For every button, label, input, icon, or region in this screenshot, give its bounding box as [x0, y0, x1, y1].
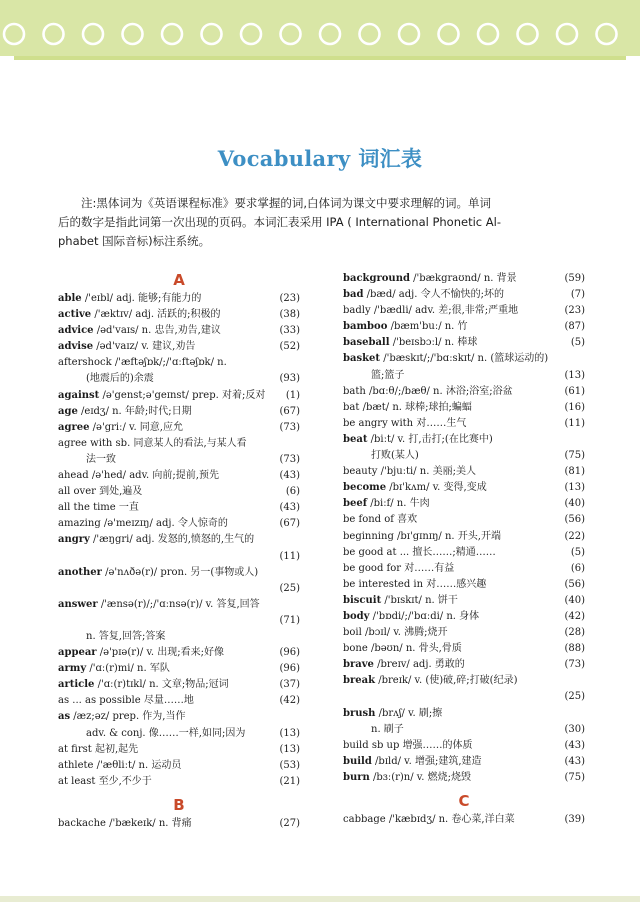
- entry-definition: /'æθliːt/ n. 运动员: [96, 759, 182, 771]
- entry-word: boil: [343, 627, 362, 639]
- entry-definition: /ə'pɪə(r)/ v. 出现;看来;好像: [99, 647, 225, 659]
- entry-page-number: (43): [564, 755, 585, 767]
- vocab-entry: [58, 291, 300, 307]
- vocab-entry: [58, 532, 300, 564]
- entry-continuation: 篮;篮子: [371, 369, 405, 381]
- entry-word: break: [343, 675, 376, 687]
- entry-page-number: (96): [279, 647, 300, 659]
- vocab-entry: [343, 770, 585, 786]
- entry-word: biscuit: [343, 594, 382, 606]
- entry-page-number: (52): [279, 341, 300, 353]
- entry-page-number: (59): [564, 273, 585, 284]
- entry-continuation: n. 刷子: [371, 723, 404, 735]
- entry-page-number: (6): [570, 562, 585, 574]
- entry-definition: /ə'meɪzɪŋ/ adj. 令人惊奇的: [103, 518, 228, 530]
- vocab-entry: [58, 742, 300, 758]
- entry-word: be good at: [343, 546, 397, 558]
- entry-definition: /biːf/ n. 牛肉: [370, 498, 430, 510]
- vocab-entry: [343, 416, 585, 432]
- entry-page-number: (25): [564, 691, 585, 703]
- entry-page-number: (75): [564, 450, 585, 462]
- entry-page-number: (53): [279, 759, 300, 771]
- entry-word: able: [58, 293, 82, 304]
- entry-definition: /ə'hed/ adv. 向前;提前,预先: [91, 470, 219, 482]
- entry-word: active: [58, 309, 92, 321]
- vocab-entry: [343, 512, 585, 528]
- entry-word: bath: [343, 385, 366, 397]
- vocab-entry: [343, 351, 585, 383]
- ring-icon: [83, 24, 103, 44]
- entry-word: bamboo: [343, 321, 388, 333]
- entry-definition: /bɪ'gɪnɪŋ/ n. 开头,开端: [397, 530, 501, 542]
- entry-page-number: (5): [570, 546, 585, 558]
- entry-word: beginning: [343, 530, 394, 542]
- entry-page-number: (21): [279, 775, 300, 787]
- ring-icon: [439, 24, 459, 44]
- vocab-entry: [343, 673, 585, 705]
- entry-word: all the time: [58, 502, 116, 514]
- title-chinese: 词汇表: [358, 147, 423, 171]
- entry-page-number: (81): [564, 466, 585, 478]
- entry-definition: /əd'vaɪz/ v. 建议,劝告: [96, 341, 196, 353]
- entry-definition: /bɔɪl/ v. 沸腾;烧开: [365, 627, 448, 639]
- ring-icon: [241, 24, 261, 44]
- vocab-entry: [58, 709, 300, 741]
- entry-word: badly: [343, 305, 371, 317]
- entry-word: burn: [343, 771, 370, 783]
- entry-page-number: (67): [279, 405, 300, 417]
- vocab-entry: [58, 484, 300, 500]
- entry-word: background: [343, 273, 410, 284]
- entry-definition: /'bæskɪt/;/'bɑːskɪt/ n. (篮球运动的): [383, 353, 549, 365]
- entry-page-number: (75): [564, 771, 585, 783]
- entry-page-number: (73): [564, 659, 585, 671]
- vocab-entry: [343, 335, 585, 351]
- entry-word: at first: [58, 743, 92, 755]
- bottom-band: [0, 896, 640, 902]
- entry-definition: /ə'nʌðə(r)/ pron. 另一(事物或人): [105, 566, 259, 578]
- right-column: [343, 271, 585, 828]
- vocab-entry: [58, 565, 300, 597]
- entry-word: against: [58, 389, 100, 401]
- ring-icon: [44, 24, 64, 44]
- vocab-entry: [343, 812, 585, 828]
- vocab-entry: [343, 529, 585, 545]
- vocab-entry: [343, 287, 585, 303]
- entry-definition: /bæm'buː/ n. 竹: [390, 321, 468, 333]
- entry-page-number: (40): [564, 594, 585, 606]
- left-column: [58, 271, 300, 832]
- ring-icon: [360, 24, 380, 44]
- entry-list: [343, 271, 585, 786]
- entry-page-number: (5): [570, 337, 585, 349]
- entry-word: amazing: [58, 518, 101, 530]
- entry-page-number: (28): [564, 627, 585, 639]
- vocab-entry: [343, 738, 585, 754]
- entry-definition: /bæt/ n. 球棒;球拍;蝙蝠: [362, 401, 472, 413]
- vocab-entry: [58, 404, 300, 420]
- entry-page-number: (22): [564, 530, 585, 542]
- entry-word: angry: [58, 534, 90, 546]
- note-line-3: phabet 国际音标)标注系统。: [58, 234, 211, 248]
- entry-page-number: (27): [279, 817, 300, 829]
- ring-icon: [518, 24, 538, 44]
- entry-word: be angry with: [343, 417, 414, 429]
- entry-definition: /'æftəʃɒk/;/'ɑːftəʃɒk/ n.: [114, 357, 227, 369]
- entry-page-number: (43): [564, 739, 585, 751]
- entry-word: build: [343, 755, 372, 767]
- entry-page-number: (13): [564, 482, 585, 494]
- entry-page-number: (40): [564, 498, 585, 510]
- vocab-entry: [58, 645, 300, 661]
- entry-word: be interested in: [343, 578, 424, 590]
- vocab-entry: [343, 754, 585, 770]
- vocab-entry: [58, 468, 300, 484]
- ring-icon: [320, 24, 340, 44]
- entry-definition: /'ɑː(r)mi/ n. 军队: [89, 663, 170, 675]
- ring-icon: [597, 24, 617, 44]
- entry-word: beauty: [343, 466, 378, 478]
- entry-page-number: (93): [279, 373, 300, 385]
- entry-page-number: (13): [279, 727, 300, 739]
- entry-continuation: n. 答复,回答;答案: [86, 630, 166, 642]
- entry-word: article: [58, 679, 95, 691]
- entry-definition: 尽量……地: [143, 695, 194, 707]
- entry-page-number: (43): [279, 470, 300, 482]
- ring-icon: [478, 24, 498, 44]
- entry-definition: 喜欢: [397, 514, 418, 526]
- entry-definition: /æz;əz/ prep. 作为,当作: [73, 711, 186, 723]
- section-letter-b: B: [173, 795, 185, 814]
- vocab-entry: [58, 323, 300, 339]
- entry-definition: /bɑːθ/;/bæθ/ n. 沐浴;浴室;浴盆: [369, 385, 513, 397]
- entry-word: athlete: [58, 759, 94, 771]
- vocab-entry: [343, 545, 585, 561]
- entry-definition: /'bɪskɪt/ n. 饼干: [384, 594, 458, 606]
- vocab-entry: [58, 339, 300, 355]
- vocab-entry: [343, 657, 585, 673]
- entry-definition: /'bjuːti/ n. 美丽;美人: [380, 466, 476, 478]
- entry-word: as ... as possible: [58, 695, 141, 707]
- entry-word: beat: [343, 433, 368, 445]
- entry-definition: /breɪk/ v. (使)破,碎;打破(纪录): [378, 675, 518, 687]
- vocab-entry: [58, 516, 300, 532]
- entry-page-number: (73): [279, 421, 300, 433]
- ring-icon: [123, 24, 143, 44]
- entry-definition: /'bækeɪk/ n. 背痛: [109, 817, 192, 829]
- entry-word: aftershock: [58, 357, 112, 369]
- entry-page-number: (6): [285, 486, 300, 498]
- vocab-entry: [58, 677, 300, 693]
- entry-word: be fond of: [343, 514, 394, 526]
- vocab-entry: [343, 496, 585, 512]
- entry-definition: /'æŋgri/ adj. 发怒的,愤怒的,生气的: [93, 534, 255, 546]
- vocab-entry: [58, 758, 300, 774]
- vocab-entry: [58, 693, 300, 709]
- vocab-entry: [58, 388, 300, 404]
- vocab-entry: [58, 420, 300, 436]
- entry-definition: /ə'griː/ v. 同意,应允: [92, 421, 183, 433]
- entry-page-number: (88): [564, 643, 585, 655]
- entry-word: be good for: [343, 562, 402, 574]
- vocab-entry: [343, 319, 585, 335]
- entry-definition: /bɪld/ v. 增强;建筑,建造: [375, 755, 482, 767]
- entry-definition: /'æktɪv/ adj. 活跃的;积极的: [94, 309, 221, 321]
- entry-word: beef: [343, 498, 368, 510]
- entry-word: ahead: [58, 470, 89, 482]
- entry-definition: /ə'genst;ə'geɪnst/ prep. 对着;反对: [102, 389, 266, 401]
- entry-list: [58, 816, 300, 832]
- entry-page-number: (37): [279, 679, 300, 691]
- page-title: [0, 143, 640, 173]
- vocab-entry: [343, 303, 585, 319]
- entry-definition: 同意某人的看法,与某人看: [133, 437, 247, 449]
- entry-word: baseball: [343, 337, 390, 349]
- entry-continuation: 法一致: [86, 453, 116, 465]
- vocab-entry: [343, 609, 585, 625]
- entry-word: age: [58, 405, 78, 417]
- entry-page-number: (73): [279, 453, 300, 465]
- entry-definition: /'bækgraʊnd/ n. 背景: [413, 273, 517, 284]
- entry-definition: 对……生气: [416, 417, 467, 429]
- vocab-entry: [343, 384, 585, 400]
- vocab-entry: [343, 625, 585, 641]
- entry-page-number: (42): [564, 610, 585, 622]
- ring-icon: [4, 24, 24, 44]
- ring-decoration: [0, 0, 640, 56]
- entry-definition: 到处,遍及: [99, 486, 143, 498]
- entry-definition: ... 擅长……;精通……: [399, 546, 496, 558]
- vocab-entry: [343, 577, 585, 593]
- entry-definition: /'ɑː(r)tɪkl/ n. 文章;物品;冠词: [97, 679, 229, 691]
- vocab-entry: [343, 593, 585, 609]
- entry-definition: 至少,不少于: [98, 775, 152, 787]
- vocab-entry: [58, 597, 300, 645]
- entry-page-number: (11): [279, 550, 300, 562]
- entry-word: backache: [58, 817, 106, 829]
- entry-word: bad: [343, 289, 364, 301]
- vocab-entry: [58, 774, 300, 790]
- vocab-entry: [58, 661, 300, 677]
- vocab-entry: [343, 706, 585, 738]
- note-line-2: 后的数字是指此词第一次出现的页码。本词汇表采用 IPA ( International Phonetic Al-: [58, 215, 501, 229]
- title-english: Vocabulary: [217, 146, 351, 171]
- vocab-entry: [343, 400, 585, 416]
- entry-page-number: (56): [564, 578, 585, 590]
- entry-definition: 一直: [118, 502, 139, 514]
- note-line-1: 注:黑体词为《英语课程标准》要求掌握的词,白体词为课文中要求理解的词。单词: [81, 196, 492, 210]
- entry-word: brave: [343, 659, 374, 671]
- entry-definition: /breɪv/ adj. 勇敢的: [377, 659, 465, 671]
- entry-definition: /eɪdʒ/ n. 年龄;时代;日期: [81, 405, 192, 417]
- entry-page-number: (42): [279, 695, 300, 707]
- entry-page-number: (23): [564, 305, 585, 317]
- entry-word: army: [58, 663, 87, 675]
- entry-word: bat: [343, 401, 360, 413]
- entry-page-number: (11): [564, 417, 585, 429]
- entry-word: basket: [343, 353, 381, 365]
- section-letter-c: C: [458, 792, 470, 810]
- entry-word: at least: [58, 775, 96, 787]
- entry-page-number: (13): [564, 369, 585, 381]
- ring-icon: [202, 24, 222, 44]
- entry-word: become: [343, 482, 387, 494]
- entry-definition: /bæd/ adj. 令人不愉快的;坏的: [366, 289, 504, 301]
- vocab-entry: [343, 641, 585, 657]
- entry-page-number: (16): [564, 401, 585, 413]
- vocab-entry: [343, 561, 585, 577]
- vocab-entry: [343, 432, 585, 464]
- entry-page-number: (67): [279, 518, 300, 530]
- entry-continuation: adv. & conj. 像……一样,如同;因为: [86, 727, 246, 739]
- entry-definition: /'ænsə(r)/;/'ɑːnsə(r)/ v. 答复,回答: [100, 598, 260, 610]
- entry-word: another: [58, 566, 102, 578]
- entry-definition: /bɜː(r)n/ v. 燃烧;烧毁: [373, 771, 471, 783]
- entry-definition: /bɪ'kʌm/ v. 变得,变成: [389, 482, 487, 494]
- entry-page-number: (71): [279, 614, 300, 626]
- entry-definition: 增强……的体质: [402, 739, 473, 751]
- vocab-entry: [58, 436, 300, 468]
- entry-definition: /'kæbɪdʒ/ n. 卷心菜,洋白菜: [388, 814, 515, 825]
- entry-definition: /'bædli/ adv. 差;很,非常;严重地: [373, 305, 519, 317]
- entry-word: all over: [58, 486, 96, 498]
- entry-definition: /brʌʃ/ v. 刷;擦: [378, 707, 443, 719]
- entry-page-number: (56): [564, 514, 585, 526]
- entry-page-number: (23): [279, 293, 300, 304]
- entry-page-number: (25): [279, 582, 300, 594]
- vocab-entry: [58, 307, 300, 323]
- entry-page-number: (30): [564, 723, 585, 735]
- entry-word: advise: [58, 341, 94, 353]
- vocab-entry: [343, 464, 585, 480]
- entry-page-number: (87): [564, 321, 585, 333]
- entry-continuation: 打败(某人): [371, 450, 419, 462]
- entry-definition: 对……有益: [404, 562, 455, 574]
- entry-page-number: (39): [564, 814, 585, 825]
- ring-icon: [281, 24, 301, 44]
- entry-definition: /'beɪsbɔːl/ n. 棒球: [392, 337, 478, 349]
- entry-definition: /əd'vaɪs/ n. 忠告,劝告,建议: [96, 325, 221, 337]
- entry-page-number: (33): [279, 325, 300, 337]
- entry-list: [58, 291, 300, 790]
- entry-page-number: (1): [285, 389, 300, 401]
- entry-word: appear: [58, 647, 97, 659]
- entry-word: answer: [58, 598, 98, 610]
- section-letter-a: A: [173, 271, 185, 289]
- entry-definition: /bəʊn/ n. 骨头,骨质: [370, 643, 462, 655]
- ring-icon: [399, 24, 419, 44]
- entry-page-number: (43): [279, 502, 300, 514]
- entry-word: brush: [343, 707, 376, 719]
- vocab-entry: [343, 480, 585, 496]
- entry-word: body: [343, 610, 370, 622]
- vocab-entry: [343, 271, 585, 287]
- entry-page-number: (61): [564, 385, 585, 397]
- divider: [14, 56, 626, 60]
- entry-continuation: (地震后的)余震: [86, 373, 154, 385]
- entry-definition: /'eɪbl/ adj. 能够;有能力的: [84, 293, 202, 304]
- vocab-entry: [58, 355, 300, 387]
- entry-page-number: (96): [279, 663, 300, 675]
- entry-word: agree: [58, 421, 90, 433]
- ring-icon: [162, 24, 182, 44]
- entry-definition: /'bɒdi/;/'bɑːdi/ n. 身体: [372, 610, 480, 622]
- entry-page-number: (13): [279, 743, 300, 755]
- entry-word: cabbage: [343, 814, 386, 825]
- instructions-note: [58, 194, 608, 251]
- entry-word: as: [58, 711, 71, 723]
- vocab-entry: [58, 500, 300, 516]
- entry-word: build sb up: [343, 739, 400, 751]
- entry-page-number: (38): [279, 309, 300, 321]
- vocab-entry: [58, 816, 300, 832]
- entry-definition: /biːt/ v. 打,击打;(在比赛中): [370, 433, 493, 445]
- entry-word: advice: [58, 325, 94, 337]
- entry-definition: 对……感兴趣: [426, 578, 487, 590]
- entry-list: [343, 812, 585, 828]
- entry-definition: 起初,起先: [94, 743, 139, 755]
- entry-page-number: (7): [570, 289, 585, 301]
- entry-word: agree with sb.: [58, 437, 131, 449]
- ring-icon: [557, 24, 577, 44]
- entry-word: bone: [343, 643, 368, 655]
